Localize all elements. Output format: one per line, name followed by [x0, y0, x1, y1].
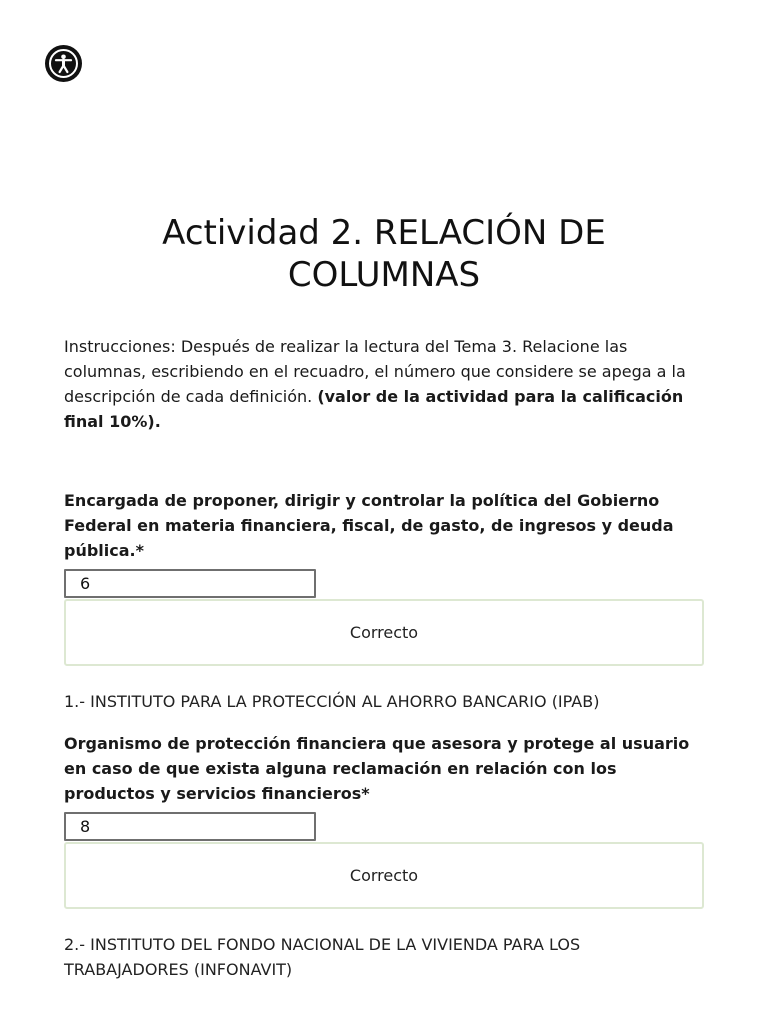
answer-input-1[interactable] [64, 569, 316, 598]
question-text: Organismo de protección financiera que asesora y protege al usuario en caso de que exista alguna reclamación en relación con los productos y servicios financieros* [64, 734, 690, 803]
activity-content [64, 212, 704, 982]
feedback-box [64, 599, 704, 666]
feedback-text: Correcto [349, 866, 419, 885]
instructions [64, 334, 704, 434]
accessibility-icon [47, 47, 80, 80]
feedback-text: Correcto [349, 623, 419, 642]
accessibility-button[interactable] [45, 45, 82, 82]
question-block-2 [64, 731, 704, 982]
column-option-1: 1.- INSTITUTO PARA LA PROTECCIÓN AL AHORRO BANCARIO (IPAB) [64, 692, 600, 711]
instructions-value-note: (valor de la actividad para la calificación final 10%). [64, 387, 684, 431]
question-text: Encargada de proponer, dirigir y controlar la política del Gobierno Federal en materia financiera, fiscal, de gasto, de ingresos y deuda pública.* [64, 491, 674, 560]
question-block-1 [64, 488, 704, 714]
instructions-text: Instrucciones: Después de realizar la lectura del Tema 3. Relacione las columnas, escribiendo en el recuadro, el número que considere se apega a la descripción de cada definición. [64, 337, 686, 406]
answer-input-2[interactable] [64, 812, 316, 841]
page-title: Actividad 2. RELACIÓN DE COLUMNAS [162, 213, 606, 295]
column-option-2: 2.- INSTITUTO DEL FONDO NACIONAL DE LA VIVIENDA PARA LOS TRABAJADORES (INFONAVIT) [64, 935, 581, 979]
feedback-box [64, 842, 704, 909]
